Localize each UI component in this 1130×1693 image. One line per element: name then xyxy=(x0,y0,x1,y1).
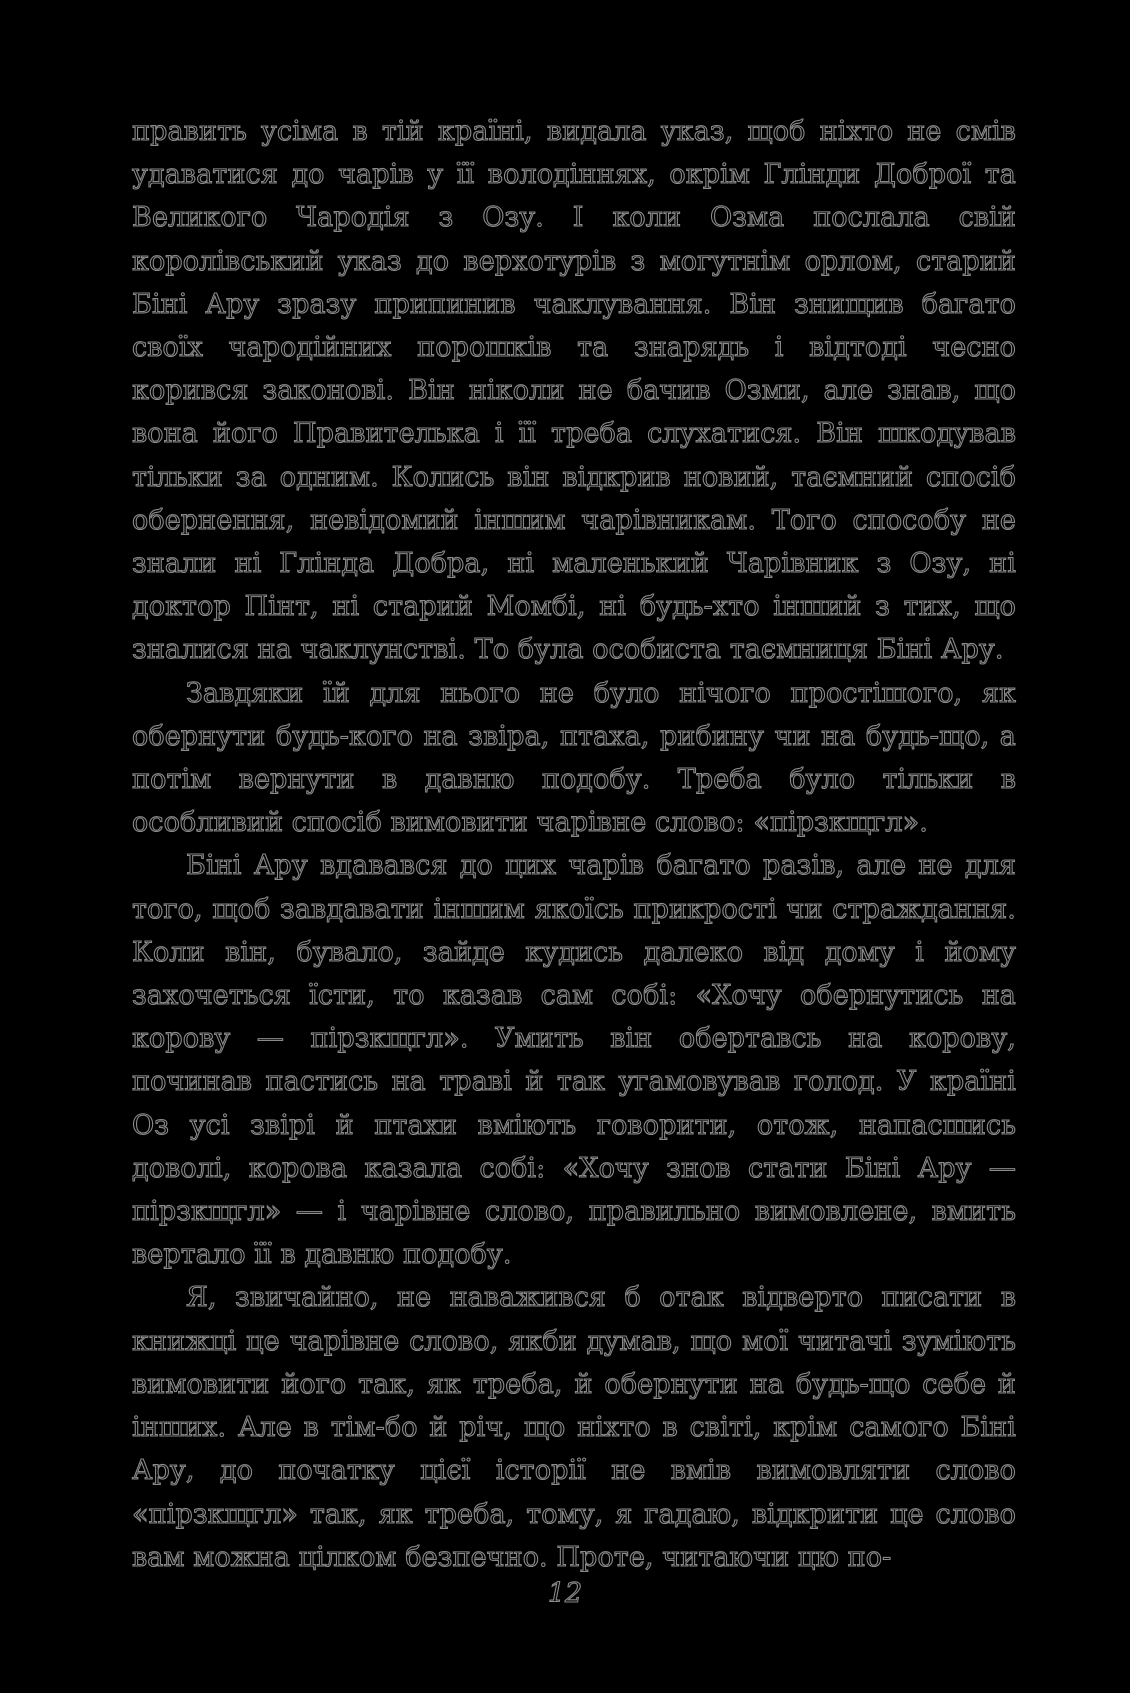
paragraph-1: править усіма в тій країні, видала указ, щоб ніхто не смів удаватися до чарів у її володіннях, окрім Глінди Доброї та Великого Чародія з Озу. І коли Озма послала свій королівський указ до верхотурів з могутнім орлом, старий Біні Ару зразу припинив чаклування. Він знищив багато своїх чародійних порошків та знарядь і відтоді чесно корився законові. Він ніколи не бачив Озми, але знав, що вона його Правителька і її треба слухатися. Він шкодував тільки за одним. Колись він відкрив новий, таємний спосіб обернення, невідомий іншим чарівникам. Того способу не знали ні Глінда Добра, ні маленький Чарівник з Озу, ні доктор Пінт, ні старий Момбі, ні будь-хто інший з тих, що зналися на чаклунстві. То була особиста таємниця Біні Ару. xyxy=(132,116,1016,666)
paragraph-2: Завдяки їй для нього не було нічого простішого, як обернути будь-кого на звіра, птаха, рибину чи на будь-що, а потім вернути в давню подобу. Треба було тільки в особливий спосіб вимовити чарівне слово: «пірзкщгл». xyxy=(132,677,1016,839)
paragraph-4: Я, звичайно, не наважився б отак відверто писати в книжці це чарівне слово, якби думав, що мої читачі зуміють вимовити його так, як треба, й обернути на будь-що себе й інших. Але в тім-бо й річ, що ніхто в світі, крім самого Біні Ару, до початку цієї історії не вмів вимовляти слово «пірзкщгл» так, як треба, тому, я гадаю, відкрити це слово вам можна цілком безпечно. Проте, читаючи цю по- xyxy=(132,1282,1016,1573)
paragraph-3: Біні Ару вдавався до цих чарів багато разів, але не для того, щоб завдавати іншим якоїсь прикрості чи страждання. Коли він, бувало, зайде кудись далеко від дому і йому захочеться їсти, то казав сам собі: «Хочу обернутись на корову — пірзкщгл». Умить він обертавсь на корову, починав пастись на траві й так угамовував голод. У країні Оз усі звірі й птахи вміють говорити, отож, напасшись доволі, корова казала собі: «Хочу знов стати Біні Ару — пірзкщгл» — і чарівне слово, правильно вимовлене, вмить вертало її в давню подобу. xyxy=(132,850,1016,1271)
body-text xyxy=(132,110,1016,1579)
page-number: 12 xyxy=(547,1578,583,1609)
